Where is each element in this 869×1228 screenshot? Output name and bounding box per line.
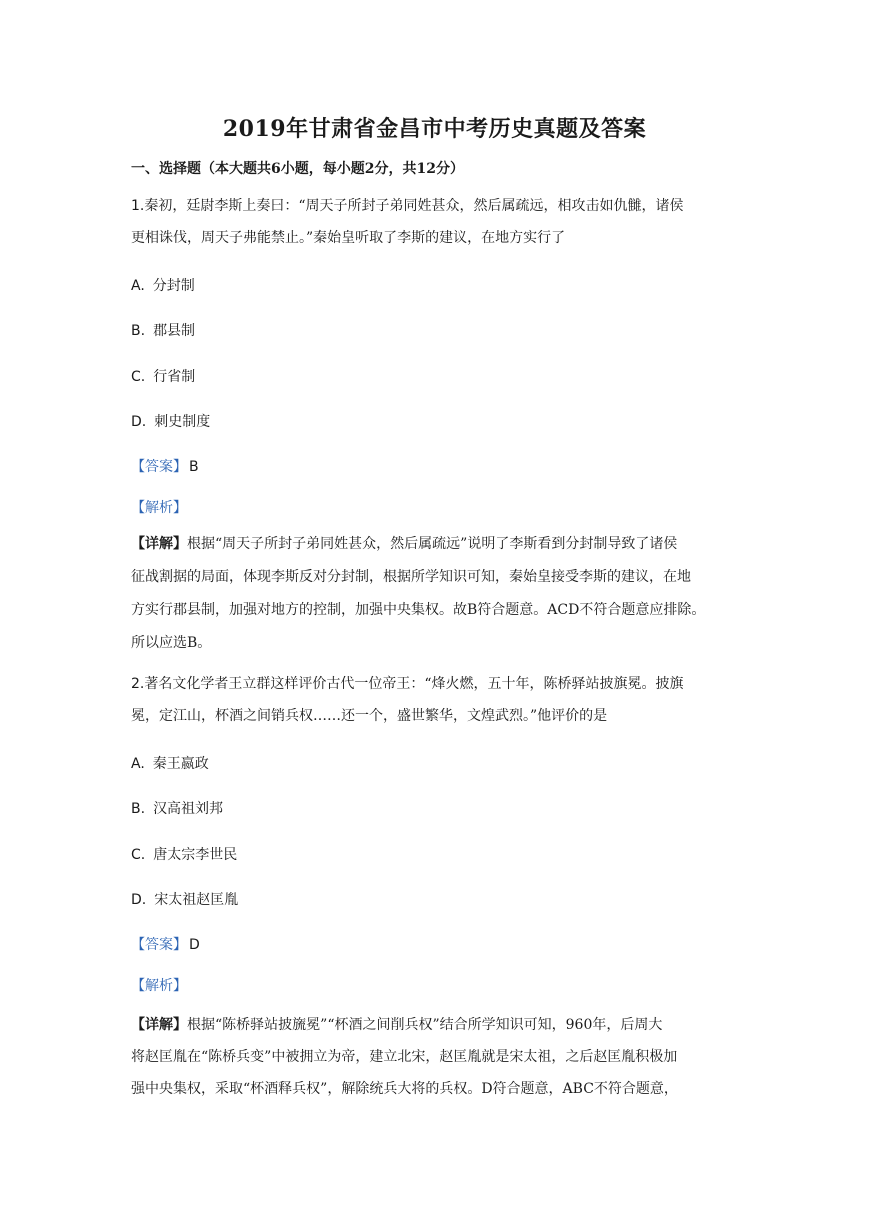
question-1-detail-line-2: 征战割据的局面，体现李斯反对分封制，根据所学知识可知，秦始皇接受李斯的建议，在地 [131,569,691,585]
question-1-number: 1. [131,198,145,214]
question-2-stem-line-1: 2.著名文化学者王立群这样评价古代一位帝王：“烽火燃，五十年，陈桥驿站披旗冕。披旗 [131,676,684,692]
question-1-option-d: D. 刺史制度 [131,414,211,430]
question-2-detail [131,1009,741,1105]
detail-tag: 【详解】 [131,1017,187,1033]
question-1-option-b: B. 郡县制 [131,323,196,339]
question-1-answer [131,456,199,478]
question-1-stem-line-1: 1.秦初，廷尉李斯上奏曰：“周天子所封子弟同姓甚众，然后属疏远，相攻击如仇雠，诸侯 [131,198,684,214]
answer-value: D [189,937,200,953]
question-1-detail-line-3: 方实行郡县制，加强对地方的控制，加强中央集权。故B符合题意。ACD不符合题意应排除。 [131,602,706,618]
question-2-answer [131,934,200,956]
question-1-detail-line-1: 【详解】根据“周天子所封子弟同姓甚众，然后属疏远”说明了李斯看到分封制导致了诸侯 [131,536,678,552]
question-1-stem-line-2: 更相诛伐，周天子弗能禁止。”秦始皇听取了李斯的建议，在地方实行了 [131,230,566,246]
question-2-analysis-tag: 【解析】 [131,978,187,994]
question-2-number: 2. [131,676,145,692]
detail-tag: 【详解】 [131,536,187,552]
section-heading: 一、选择题（本大题共6小题，每小题2分，共12分） [131,161,464,177]
document-title: 2019年甘肃省金昌市中考历史真题及答案 [222,116,647,142]
question-1-option-a: A. 分封制 [131,278,195,294]
question-2-option-c: C. 唐太宗李世民 [131,847,238,863]
question-1-analysis-tag: 【解析】 [131,500,187,516]
answer-tag: 【答案】 [131,937,187,953]
question-2-detail-line-3: 强中央集权，采取“杯酒释兵权”，解除统兵大将的兵权。D符合题意，ABC不符合题意， [131,1081,678,1097]
question-1-option-c: C. 行省制 [131,369,196,385]
question-1-stem [131,190,741,254]
question-1-detail [131,528,741,660]
answer-value: B [189,459,199,475]
question-2-detail-line-1: 【详解】根据“陈桥驿站披旒冕”“杯酒之间削兵权”结合所学知识可知，960年，后周大 [131,1017,663,1033]
question-1-detail-line-4: 所以应选B。 [131,635,212,651]
answer-tag: 【答案】 [131,459,187,475]
question-2-option-a: A. 秦王嬴政 [131,756,209,772]
question-2-option-d: D. 宋太祖赵匡胤 [131,892,239,908]
question-2-detail-line-2: 将赵匡胤在“陈桥兵变”中被拥立为帝，建立北宋，赵匡胤就是宋太祖，之后赵匡胤积极加 [131,1049,678,1065]
question-2-option-b: B. 汉高祖刘邦 [131,801,224,817]
question-2-stem [131,668,741,732]
question-2-stem-line-2: 冕，定江山，杯酒之间销兵权……还一个，盛世繁华，文煌武烈。”他评价的是 [131,708,608,724]
